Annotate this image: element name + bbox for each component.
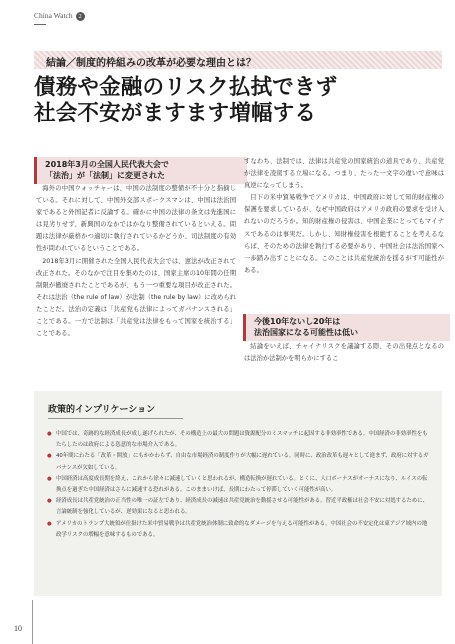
bullet-icon: ●: [47, 431, 52, 437]
list-item: [46, 429, 430, 451]
article-title: [34, 75, 444, 127]
bullet-icon: ●: [47, 475, 52, 482]
column-2: [244, 156, 444, 277]
list-item-text: アメリカのトランプ大統領が仕掛けた米中貿易戦争は共産党統治体制に致命的なダメージを与える可能性がある。中国社会の不安定化は東アジア域内の地政学リスクの増幅を意味するものである。: [56, 520, 428, 538]
paragraph: 2018年3月に開催された全国人民代表大会では、憲法が改正されて改正された。そのなかで注目を集めたのは、国家主席の10年間の任期制限が撤廃されたことであるが、もう一つ重要な項目が改正された。それは法治（the rule of law）が法制（the rule by law）に改められたことだ。法治の定義は「共産党も法律によってガバナンスされる」ことである。一方で法制は「共産党は法律をもって国家を統治する」ことである。: [36, 257, 236, 338]
bullet-icon: ●: [47, 453, 52, 460]
bullet-icon: ●: [47, 520, 52, 527]
policy-implications-box: [34, 391, 442, 596]
bullet-icon: ●: [47, 498, 52, 505]
section-heading-1-line-1: 2018年3月の全国人民代表大会で: [45, 160, 169, 169]
list-item-text: 40年間にわたる「改革・開放」にもかかわらず、自由な市場経済の制度作りが大幅に遅れている。同時に、政治改革も遅々として進まず、政府に対するガバナンスが欠如している。: [56, 453, 429, 471]
running-header: [34, 11, 85, 21]
list-item-text: 中国経済は高度成長期を終え、これから徐々に減速していくと思われるが、構造転換が遅れている。とくに、人口ボーナスがオーナスになり、ルイスの転換点を過ぎた中国経済はさらに減速する恐れがある。このままいけば、長期にわたって停滞していく可能性が高い。: [56, 475, 428, 494]
section-heading-2: [243, 314, 450, 341]
policy-list: [46, 429, 430, 541]
list-item-text: 中国では、奇跡的な経済成長が成し遂げられたが、その構造上の最大の問題は資源配分のミスマッチに起因する非効率性である。中国経済の非効率性をもたらしたのは政府による恣意的な市場介入である。: [56, 431, 428, 449]
section-heading-1-line-2: 「法治」が「法制」に変更された: [45, 170, 165, 180]
paragraph: 目下の米中貿易戦争でアメリカは、中国政府に対して知的財産権の保護を要求しているが、なぜ中国政府はアメリカ政府の要求を受け入れないのだろうか。知的財産権の侵害は、中国企業にとってもマイナスであるのは事実だ。しかし、知財権侵害を根絶することを考えるならば、そのための法律を執行する必要があり、中国社会は法治国家へ一歩踏み出すことになる。このことは共産党統治を揺るがす可能性がある。: [244, 194, 444, 274]
conclusion-text: 結論／制度的枠組みの改革が必要な理由とは？: [46, 58, 256, 69]
series-number-badge: 2: [76, 12, 85, 21]
policy-heading-rule: [48, 418, 183, 419]
list-item: [46, 519, 430, 541]
list-item-text: 経済成長は共産党統治の正当性の唯一の証左であり、経済成長の減速は共産党統治を動揺させる可能性がある。習近平政権は社会不安に対処するために、言論統制を強化しているが、逆効果になると思われる。: [56, 498, 428, 516]
section-heading-1: [34, 157, 247, 184]
section-heading-2-line-1: 今後10年ないし20年は: [254, 317, 341, 326]
column-2-continued: [244, 341, 444, 365]
paragraph: すなわち、法制では、法律は共産党の国家統治の道具であり、共産党が法律を凌駕する立場になる。つまり、たった一文字の違いで意味は真逆になってしまう。: [244, 158, 444, 190]
policy-heading: 政策的インプリケーション: [48, 405, 156, 415]
title-line-2: 社会不安がますます増幅する: [34, 101, 317, 126]
paragraph: 海外の中国ウォッチャーは、中国の法制度の整備が不十分と指摘している。それに対して、中国外交部スポークスマンは、中国は法治国家であると外国記者に反論する。確かに中国の法律の条文は先進国には見劣りせず、新興国のなかではかなり整備されているといえる。問題は法律が厳格かつ適切に執行されているかどうか、司法制度の有効性が問われているということである。: [36, 185, 236, 253]
header-rule: [34, 24, 46, 25]
list-item: [46, 474, 430, 496]
paragraph: 結論をいえば、チャイナリスクを議論する際、その出発点となるのは法治か法制かを明らかにするこ: [244, 343, 444, 363]
series-name: China Watch: [34, 11, 73, 20]
list-item: [46, 496, 430, 518]
page-number: 10: [14, 624, 22, 633]
conclusion-banner: [34, 51, 442, 69]
column-1: [36, 183, 236, 340]
title-line-1: 債務や金融のリスク払拭できず: [34, 75, 338, 100]
footer-rule: [32, 600, 33, 644]
list-item: [46, 451, 430, 473]
section-heading-2-line-2: 法治国家になる可能性は低い: [254, 327, 358, 337]
